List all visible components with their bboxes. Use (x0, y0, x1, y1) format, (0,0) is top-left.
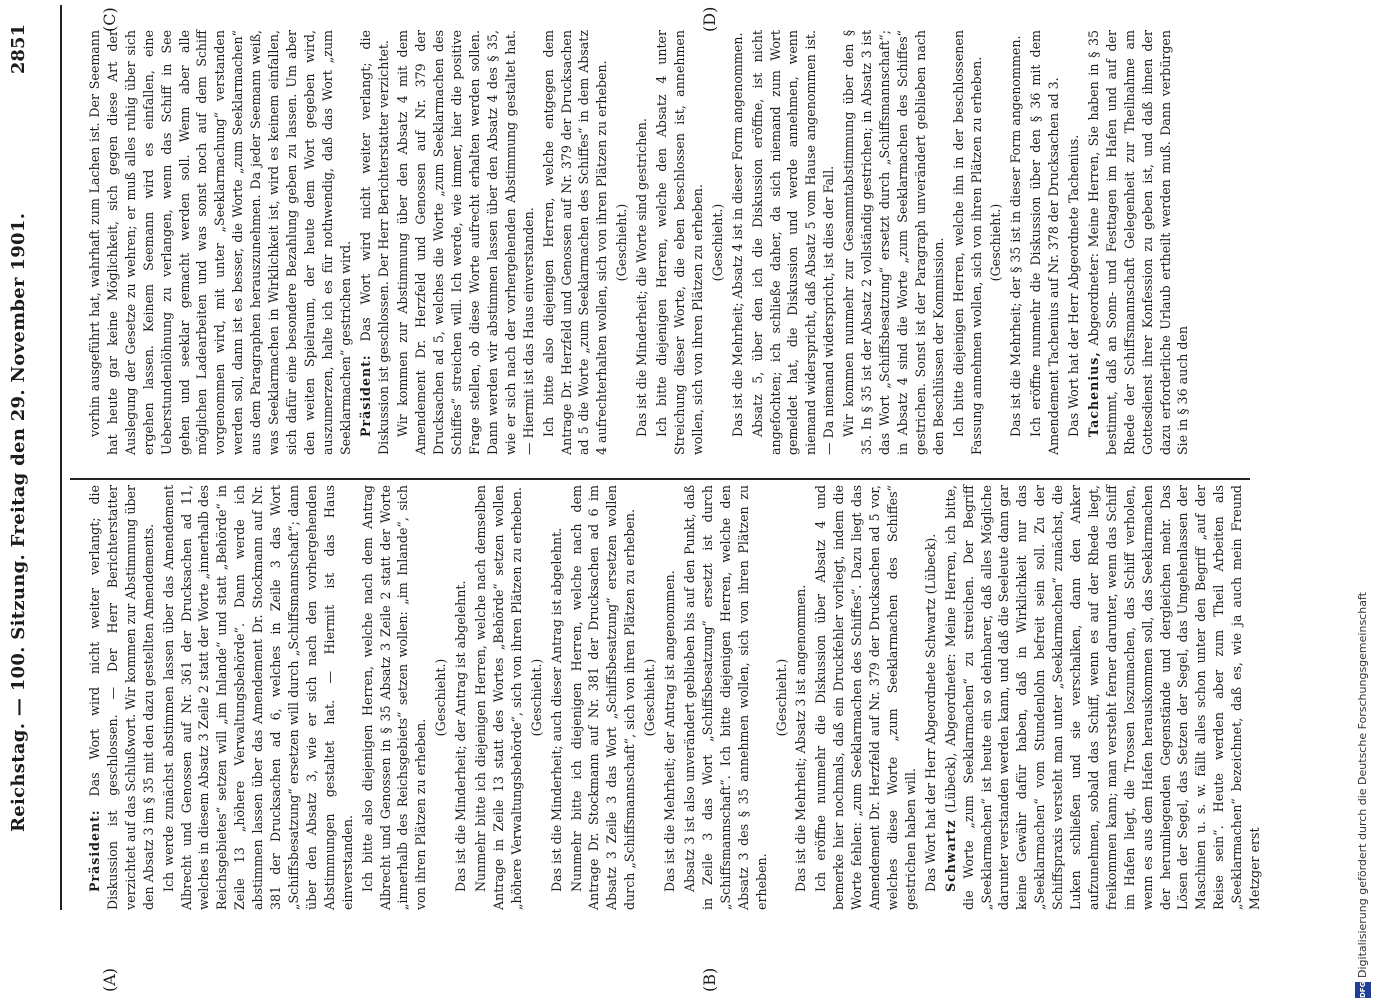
header-rule (60, 5, 62, 910)
stage-direction: (Geschieht.) (988, 203, 1004, 282)
text-paragraph: Ich eröffne nunmehr die Diskussion über Absatz 4 und bemerke hier nochmals, daß ein Druckfehler vorliegt, indem die Worte fehlen: „zum Seeklarmachen des Schiffes“. Dazu liegt das Amendement Dr. Herzfeld auf Nr. 379 der Drucksachen ad 5 vor, welches diese Worte „zum Seeklarmachen des Schiffes“ gestrichen haben will. (813, 485, 918, 910)
dfg-logo: DFG (1355, 982, 1371, 998)
speech-paragraph (1085, 30, 1192, 455)
left-column (86, 485, 1266, 910)
text-paragraph: Wir kommen zur Abstimmung über den Absatz 4 mit dem Amendement Dr. Herzfeld und Genossen auf Nr. 379 der Drucksachen ad 5, welches die Worte „zum Seeklarmachen des Schiffes“ streichen will. Ich werde, wie immer, hier die positive Frage stellen, ob diese Worte aufrecht erhalten werden sollen. Dann werden wir abstimmen lassen über den Absatz 4 des § 35, wie er sich nach der vorhergehenden Abstimmung gestaltet hat. — Hiermit ist das Haus einverstanden. (395, 30, 536, 455)
footer-credit: Digitalisierung gefördert durch die Deutsche Forschungsgemeinschaft (1356, 592, 1369, 978)
margin-marker-c: (C) (100, 7, 119, 32)
speech-paragraph (942, 485, 1264, 910)
margin-marker-d: (D) (700, 6, 719, 32)
stage-direction: (Geschieht.) (642, 658, 658, 737)
text-paragraph: Das ist die Mehrheit; der Antrag ist angenommen. (662, 570, 678, 892)
stage-direction: (Geschieht.) (614, 203, 630, 282)
header-title: Reichstag. — 100. Sitzung. Freitag den 29. November 1901. (8, 212, 29, 832)
text-paragraph: vorhin ausgeführt hat, wahrhaft zum Lachen ist. Der Seemann hat heute gar keine Möglichkeit, sich gegen diese Art der Auslegung der Gesetze zu wehren; er muß alles ruhig über sich ergehen lassen. Keinem Seemann wird es einfallen, eine Ueberstundenlöhnung zu verlangen, wenn das Schiff in See gehen und seeklar gemacht werden soll. Wenn aber alle möglichen Ladearbeiten und was sonst noch auf dem Schiff vorgenommen wird, mit unter „Seeklarmachung“ verstanden werden soll, dann ist es besser, die Worte „zum Seeklarmachen“ aus dem Paragraphen herauszunehmen. Da jeder Seemann weiß, was Seeklarmachen in Wirklichkeit ist, wird es keinem einfallen, sich dafür eine besondere Bezahlung geben zu lassen. Um aber den weiten Spielraum, der heute dem Wort gegeben wird, auszumerzen, halte ich es für nothwendig, daß das Wort „zum Seeklarmachen“ gestrichen wird. (87, 30, 353, 455)
text-paragraph: Ich bitte also diejenigen Herren, welche nach dem Antrag Albrecht und Genossen in § 35 Absatz 3 Zeile 2 statt der Worte „innerhalb des Reichsgebiets“ setzen wollen: „im Inlande“, sich von ihren Plätzen zu erheben. (359, 485, 429, 910)
speaker-name: Präsident: (87, 809, 102, 892)
speech-paragraph (86, 485, 158, 910)
speaker-name: Präsident: (357, 354, 373, 437)
right-column (86, 30, 1194, 455)
text-paragraph: Wir kommen nunmehr zur Gesammtabstimmung über den § 35. In § 35 ist der Absatz 2 vollständig gestrichen; in Absatz 3 ist das Wort „Schiffsbesatzung“ ersetzt durch „Schiffsmannschaft“; in Absatz 4 sind die Worte „zum Seeklarmachen des Schiffes“ gestrichen. Sonst ist der Paragraph unverändert geblieben nach den Beschlüssen der Kommission. (841, 30, 946, 455)
text-paragraph: Absatz 5, über den ich die Diskussion eröffne, ist nicht angefochten; ich schließe daher, da sich niemand zum Wort gemeldet hat, die Diskussion und werde annehmen, wenn niemand widerspricht, daß Absatz 5 vom Hause angenommen ist. — Da niemand widerspricht, ist dies der Fall. (749, 30, 837, 455)
text-paragraph: Das ist die Minderheit; auch dieser Antrag ist abgelehnt. (548, 527, 564, 892)
speech-text: (Lübeck), Abgeordneter: Meine Herren, ich bitte, die Worte „zum Seeklarmachen“ zu streichen. Der Begriff „Seeklarmachen“ ist heute ein so dehnbarer, daß alles Mögliche darunter verstanden werden kann, und daß die Seeleute dann gar keine Gewähr dafür haben, daß in Wirklichkeit nur das „Seeklarmachen“ vom Stundenlohn befreit sein soll. Zu der Schiffspraxis versteht man unter „Seeklarmachen“ zunächst, die Luken schließen und sie verschalken, dann den Anker aufzunehmen, sobald das Schiff, wenn es auf der Rhede liegt, freikommen kann; man versteht ferner darunter, wenn das Schiff im Hafen liegt, die Trossen loszumachen, das Schiff verholen, wenn es aus dem Hafen herauskommen soll, das Seeklarmachen der herumliegenden Gegenstände und dergleichen mehr. Das Lösen der Segel, das Setzen der Segel, das Umgehenlassen der Maschinen u. s. w. fällt alles schon unter den Begriff „auf der Reise sein“. Heute werden aber zum Theil Arbeiten als „Seeklarmachen“ bezeichnet, daß es, wie ja auch mein Freund Metzger erst (942, 485, 1263, 910)
text-paragraph: Das Wort hat der Herr Abgeordnete Schwartz (Lübeck). (922, 533, 938, 892)
column-divider (70, 478, 1250, 480)
text-paragraph: Absatz 3 ist also unverändert geblieben bis auf den Punkt, daß in Zeile 3 das Wort „Schiffsbesatzung“ ersetzt ist durch „Schiffsmannschaft“. Ich bitte diejenigen Herren, welche den Absatz 3 des § 35 annehmen wollen, sich von ihren Plätzen zu erheben. (682, 485, 769, 910)
text-paragraph: Das ist die Mehrheit; der § 35 ist in dieser Form angenommen. (1008, 35, 1024, 437)
text-paragraph: Das ist die Minderheit; die Worte sind gestrichen. (634, 118, 650, 437)
text-paragraph: Ich bitte diejenigen Herren, welche den Absatz 4 unter Streichung dieser Worte, die eben beschlossen ist, annehmen wollen, sich von ihren Plätzen zu erheben. (654, 30, 705, 455)
page-footer (1350, 0, 1378, 1000)
stage-direction: (Geschieht.) (528, 658, 544, 737)
text-paragraph: Das ist die Minderheit; der Antrag ist abgelehnt. (453, 580, 469, 892)
margin-marker-b: (B) (700, 967, 719, 992)
text-paragraph: Das Wort hat der Herr Abgeordnete Tachenius. (1066, 134, 1082, 437)
page-header (0, 0, 70, 1000)
stage-direction: (Geschieht.) (709, 203, 725, 282)
speech-text: Abgeordneter: Meine Herren, Sie haben in § 35 bestimmt, daß an Sonn- und Festtagen im Hafen und auf der Rhede der Schiffsmannschaft Gelegenheit zur Theilnahme am Gottesdienst ihrer Konfession zu geben ist, und daß ihnen der dazu erforderliche Urlaub ertheilt werden muß. Dann verbürgen Sie in § 36 auch den (1085, 30, 1191, 455)
speech-text: Das Wort wird nicht weiter verlangt; die Diskussion ist geschlossen. Der Herr Berichterstatter verzichtet. (357, 30, 391, 455)
text-paragraph: Nunmehr bitte ich diejenigen Herren, welche nach dem Antrage Dr. Stockmann auf Nr. 381 der Drucksachen ad 6 im Absatz 3 Zeile 3 das Wort „Schiffsbesatzung“ ersetzen wollen durch „Schiffsmannschaft“, sich von ihren Plätzen zu erheben. (568, 485, 638, 910)
stage-direction: (Geschieht.) (773, 658, 789, 737)
stage-direction: (Geschieht.) (433, 658, 449, 737)
speech-text: Das Wort wird nicht weiter verlangt; die Diskussion ist geschlossen. — Der Herr Berichterstatter verzichtet auf das Schlußwort. Wir kommen zur Abstimmung über den Absatz 3 im § 35 mit den dazu gestellten Amendements. (87, 485, 156, 910)
text-paragraph: Nunmehr bitte ich diejenigen Herren, welche nach demselben Antrage in Zeile 13 statt des Wortes „Behörde“ setzen wollen „höhere Verwaltungsbehörde“, sich von ihren Plätzen zu erheben. (473, 485, 524, 910)
text-paragraph: Ich bitte also diejenigen Herren, welche entgegen dem Antrage Dr. Herzfeld und Genossen auf Nr. 379 der Drucksachen ad 5 die Worte „zum Seeklarmachen des Schiffes“ in dem Absatz 4 aufrechterhalten wollen, sich von ihren Plätzen zu erheben. (540, 30, 610, 455)
margin-marker-a: (A) (100, 967, 119, 992)
page-number: 2851 (8, 24, 29, 75)
speaker-name: Schwartz (942, 819, 958, 892)
text-paragraph: Das ist die Mehrheit; Absatz 3 ist angenommen. (793, 584, 809, 892)
text-paragraph: Das ist die Mehrheit; Absatz 4 ist in dieser Form angenommen. (729, 32, 745, 437)
speaker-name: Tachenius, (1085, 351, 1101, 437)
text-paragraph: Ich werde zunächst abstimmen lassen über das Amendement Albrecht und Genossen auf Nr. 361 der Drucksachen ad 11, welches in diesem Absatz 3 Zeile 2 statt der Worte „innerhalb des Reichsgebietes“ setzen will „im Inlande“ und statt „Behörde“ in Zeile 13 „höhere Verwaltungsbehörde“. Dann werde ich abstimmen lassen über das Amendement Dr. Stockmann auf Nr. 381 der Drucksachen ad 6, welches in Zeile 3 das Wort „Schiffsbesatzung“ ersetzen will durch „Schiffsmannschaft“; dann über den Absatz 3, wie er sich nach den vorhergehenden Abstimmungen gestaltet hat. — Hiermit ist das Haus einverstanden. (160, 485, 355, 910)
text-paragraph: Ich eröffne nunmehr die Diskussion über den § 36 mit dem Amendement Tachenius auf Nr. 378 der Drucksachen ad 3. (1028, 30, 1062, 455)
speech-paragraph (357, 30, 393, 455)
text-paragraph: Ich bitte diejenigen Herren, welche ihn in der beschlossenen Fassung annehmen wollen, sich von ihren Plätzen zu erheben. (950, 30, 984, 455)
